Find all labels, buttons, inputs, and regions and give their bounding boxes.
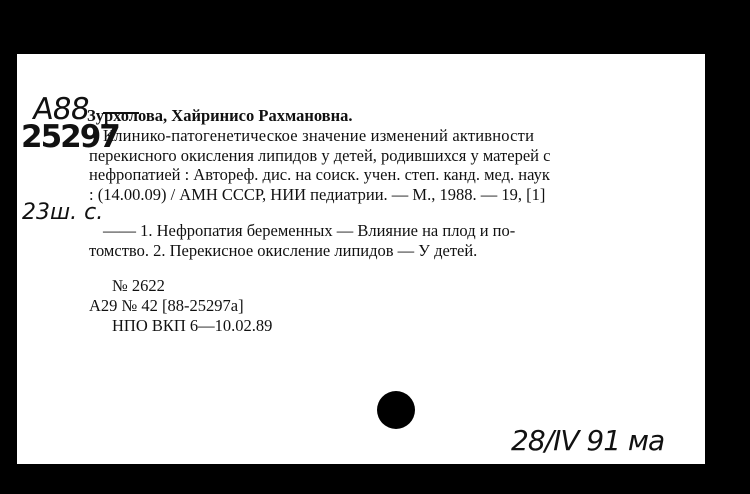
description-line-1: Клинико-патогенетическое значение изменений активности [103,126,535,145]
record-number: № 2622 [112,276,165,295]
description-line-4: : (14.00.09) / АМН СССР, НИИ педиатрии. — М., 1988. — 19, [1] [89,185,546,204]
handwritten-pages-note: 23ш. с. [22,200,104,225]
catalog-reference: А29 № 42 [88-25297а] [89,296,244,315]
subject-line-1: —— 1. Нефропатия беременных — Влияние на плод и по- [103,221,516,240]
description-line-3: нефропатией : Автореф. дис. на соиск. учен. степ. канд. мед. наук [89,165,550,184]
punch-hole [377,391,415,429]
handwritten-footer-note: 28/IV 91 ма [511,424,665,457]
shelfmark-line-1: А88 [30,92,92,127]
catalog-card [17,54,705,464]
author-heading: Зурхолова, Хайринисо Рахмановна. [87,106,353,125]
shelfmark-line-2: 25297 [21,119,119,155]
registration-line: НПО ВКП 6—10.02.89 [112,316,273,335]
description-line-2: перекисного окисления липидов у детей, родившихся у матерей с [89,146,551,165]
subject-line-2: томство. 2. Перекисное окисление липидов — У детей. [89,241,478,260]
